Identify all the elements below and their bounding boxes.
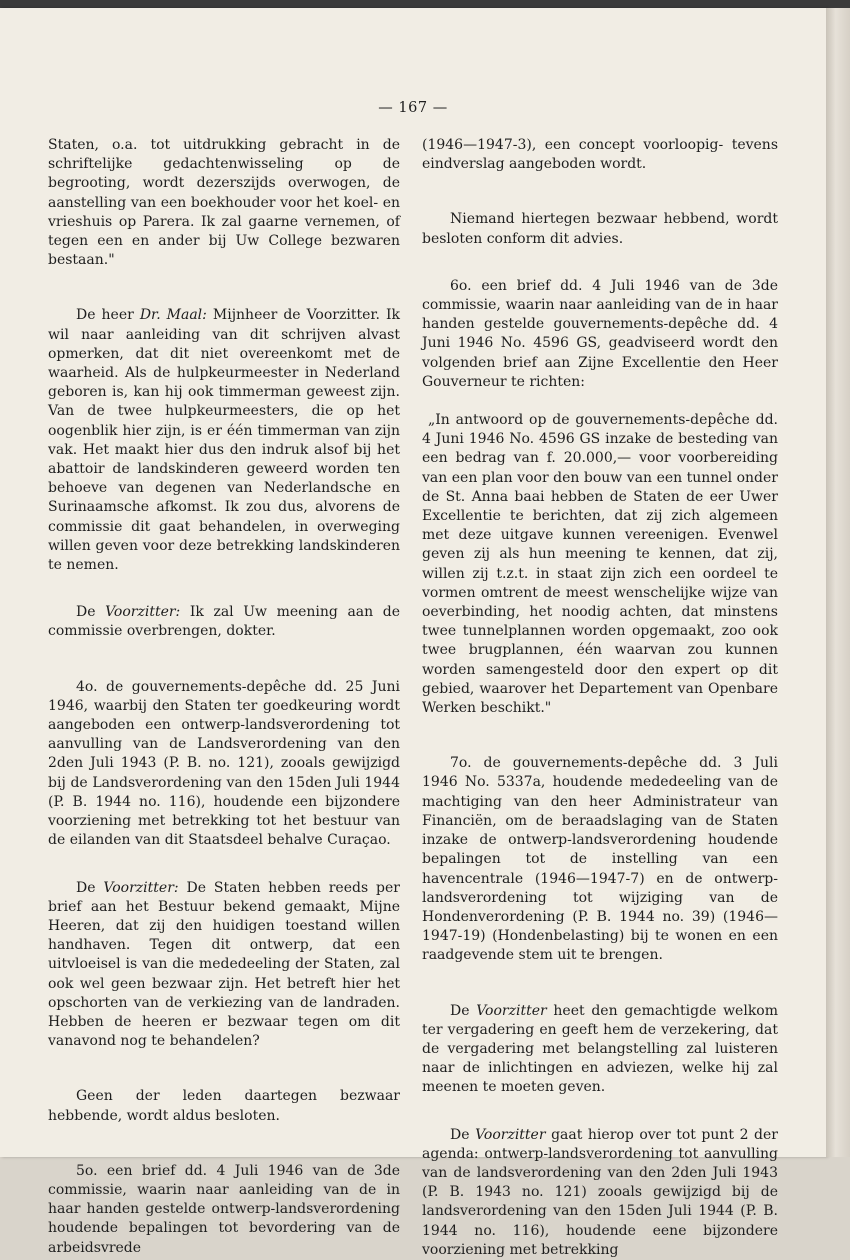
quoted-letter: „In antwoord op de gouvernements-depêche dd. 4 Juni 1946 No. 4596 GS inzake de besteding van een bedrag van f. 20.000,— voor voorbereiding van een plan voor den bouw van een tunnel onder de St. Anna baai hebben de Staten de eer Uwer Excellentie te berichten, dat zij zich algemeen met deze uitgave kunnen vereenigen. Evenwel geven zij als hun meening te kennen, dat zij, willen zij t.z.t. in staat zijn zich een oordeel te vormen omtrent de meest wenschelijke wijze van oeverbinding, het noodig achten, dat minstens twee tunnelplannen worden opgemaakt, zoo ook twee brugplannen, één waarvan zou kunnen worden samengesteld door den expert op dit gebied, waarover het Departement van Openbare Werken beschikt.": [422, 412, 778, 717]
paragraph-text: heet den gemachtigde welkom ter vergadering en geeft hem de verzekering, dat de vergadering met belangstelling zal luisteren naar de inlichtingen en adviezen, welke hij zal meenen te moeten geven.: [422, 1002, 779, 1096]
paragraph: (1946—1947-3), een concept voorloopig- tevens eindverslag aangeboden wordt.: [422, 137, 778, 173]
paragraph: [422, 1126, 778, 1260]
paragraph: 5o. een brief dd. 4 Juli 1946 van de 3de commissie, waarin naar aanleiding van de in haar handen gestelde ontwerp-landsverordening houdende bepalingen tot bevordering van de arbeidsvrede: [48, 1162, 400, 1256]
speaker-name: Dr. Maal:: [139, 307, 207, 324]
paragraph-text: Ik zal Uw meening aan de commissie overbrengen, dokter.: [48, 604, 400, 640]
speaker-prefix: De: [76, 879, 104, 896]
paragraph: Staten, o.a. tot uitdrukking gebracht in de schriftelijke gedachtenwisseling op de begrooting, wordt dezerszijds overwogen, de aanstelling van een boekhouder voor het koel- en vrieshuis op Parera. Ik zal gaarne vernemen, of tegen een en ander bij Uw College bezwaren bestaan.": [48, 137, 400, 269]
speaker-name: Voorzitter:: [103, 879, 179, 896]
paragraph-text: Mijnheer de Voorzitter. Ik wil naar aanleiding van dit schrijven alvast opmerken, dat dit niet overeenkomt met de waarheid. Als de hulpkeurmeester in Nederland geboren is, kan hij ook timmerman geweest zijn. Van de twee hulpkeurmeesters, die op het oogenblik hier zijn, is er één timmerman van zijn vak. Het maakt hier dus den indruk alsof bij het abattoir de landskinderen geweerd worden ten behoeve van degenen van Nederlandsche en Surinaamsche afkomst. Ik zou dus, alvorens de commissie dit gaat behandelen, in overweging willen geven voor deze betrekking landskinderen te nemen.: [48, 307, 400, 574]
paragraph-text: gaat hierop over tot punt 2 der agenda: ontwerp-landsverordening tot aanvulling van de landsverordening van den 2den Juli 1943 (P. B. 1943 no. 121) zooals gewijzigd bij de landsverordening van den 15den Juli 1944 (P. B. 1944 no. 116), houdende eene bijzondere voorziening met betrekking: [422, 1126, 778, 1258]
left-column: [48, 136, 400, 1258]
paragraph: Geen der leden daartegen bezwaar hebbende, wordt aldus besloten.: [48, 1088, 400, 1124]
speaker-prefix: De heer: [76, 307, 140, 324]
speaker-prefix: De: [76, 604, 106, 621]
paragraph: [48, 306, 400, 575]
paragraph: [422, 1002, 778, 1098]
speaker-prefix: De: [450, 1002, 477, 1019]
document-page: [0, 8, 826, 1258]
speaker-prefix: De: [450, 1126, 476, 1143]
paragraph-text: De Staten hebben reeds per brief aan het Bestuur bekend gemaakt, Mijne Heeren, dat zij den huidigen toestand willen handhaven. Tegen dit ontwerp, dat een uitvloeisel is van die mededeeling der Staten, zal ook wel geen bezwaar zijn. Het betreft hier het opschorten van de verkiezing van de landraden. Hebben de heeren er bezwaar tegen om dit vanavond nog te behandelen?: [48, 879, 400, 1050]
paragraph: 6o. een brief dd. 4 Juli 1946 van de 3de commissie, waarin naar aanleiding van de in haar handen gestelde gouvernements-depêche dd. 4 Juni 1946 No. 4596 GS, geadviseerd wordt den volgenden brief aan Zijne Excellentie den Heer Gouverneur te richten:: [422, 277, 778, 390]
speaker-name: Voorzitter:: [105, 604, 181, 621]
paragraph: 4o. de gouvernements-depêche dd. 25 Juni 1946, waarbij den Staten ter goedkeuring wordt aangeboden een ontwerp-landsverordening tot aanvulling van de Landsverordening van den 2den Juli 1943 (P. B. no. 121), zooals gewijzigd bij de Landsverordening van den 15den Juli 1944 (P. B. 1944 no. 116), houdende een bijzondere voorziening met betrekking tot het bestuur van de eilanden van dit Staatsdeel behalve Curaçao.: [48, 678, 400, 849]
speaker-name: Voorzitter: [476, 1002, 547, 1019]
page-number: — 167 —: [378, 100, 448, 116]
paragraph: [48, 603, 400, 641]
scan-border: [0, 0, 850, 8]
page-edge: [826, 8, 850, 1157]
paragraph: 7o. de gouvernements-depêche dd. 3 Juli 1946 No. 5337a, houdende mededeeling van de machtiging van den heer Administrateur van Financiën, om de beraadslaging van de Staten inzake de ontwerp-landsverordening houdende bepalingen tot de instelling van een havencentrale (1946—1947-7) en de ontwerp-landsverordening tot wijziging van de Hondenverordening (P. B. 1944 no. 39) (1946—1947-19) (Hondenbelasting) bij te wonen en een raadgevende stem uit te brengen.: [422, 755, 778, 964]
paragraph: Niemand hiertegen bezwaar hebbend, wordt besloten conform dit advies.: [422, 211, 778, 247]
paragraph: [48, 879, 400, 1052]
right-column: [422, 136, 778, 1260]
speaker-name: Voorzitter: [475, 1126, 546, 1143]
